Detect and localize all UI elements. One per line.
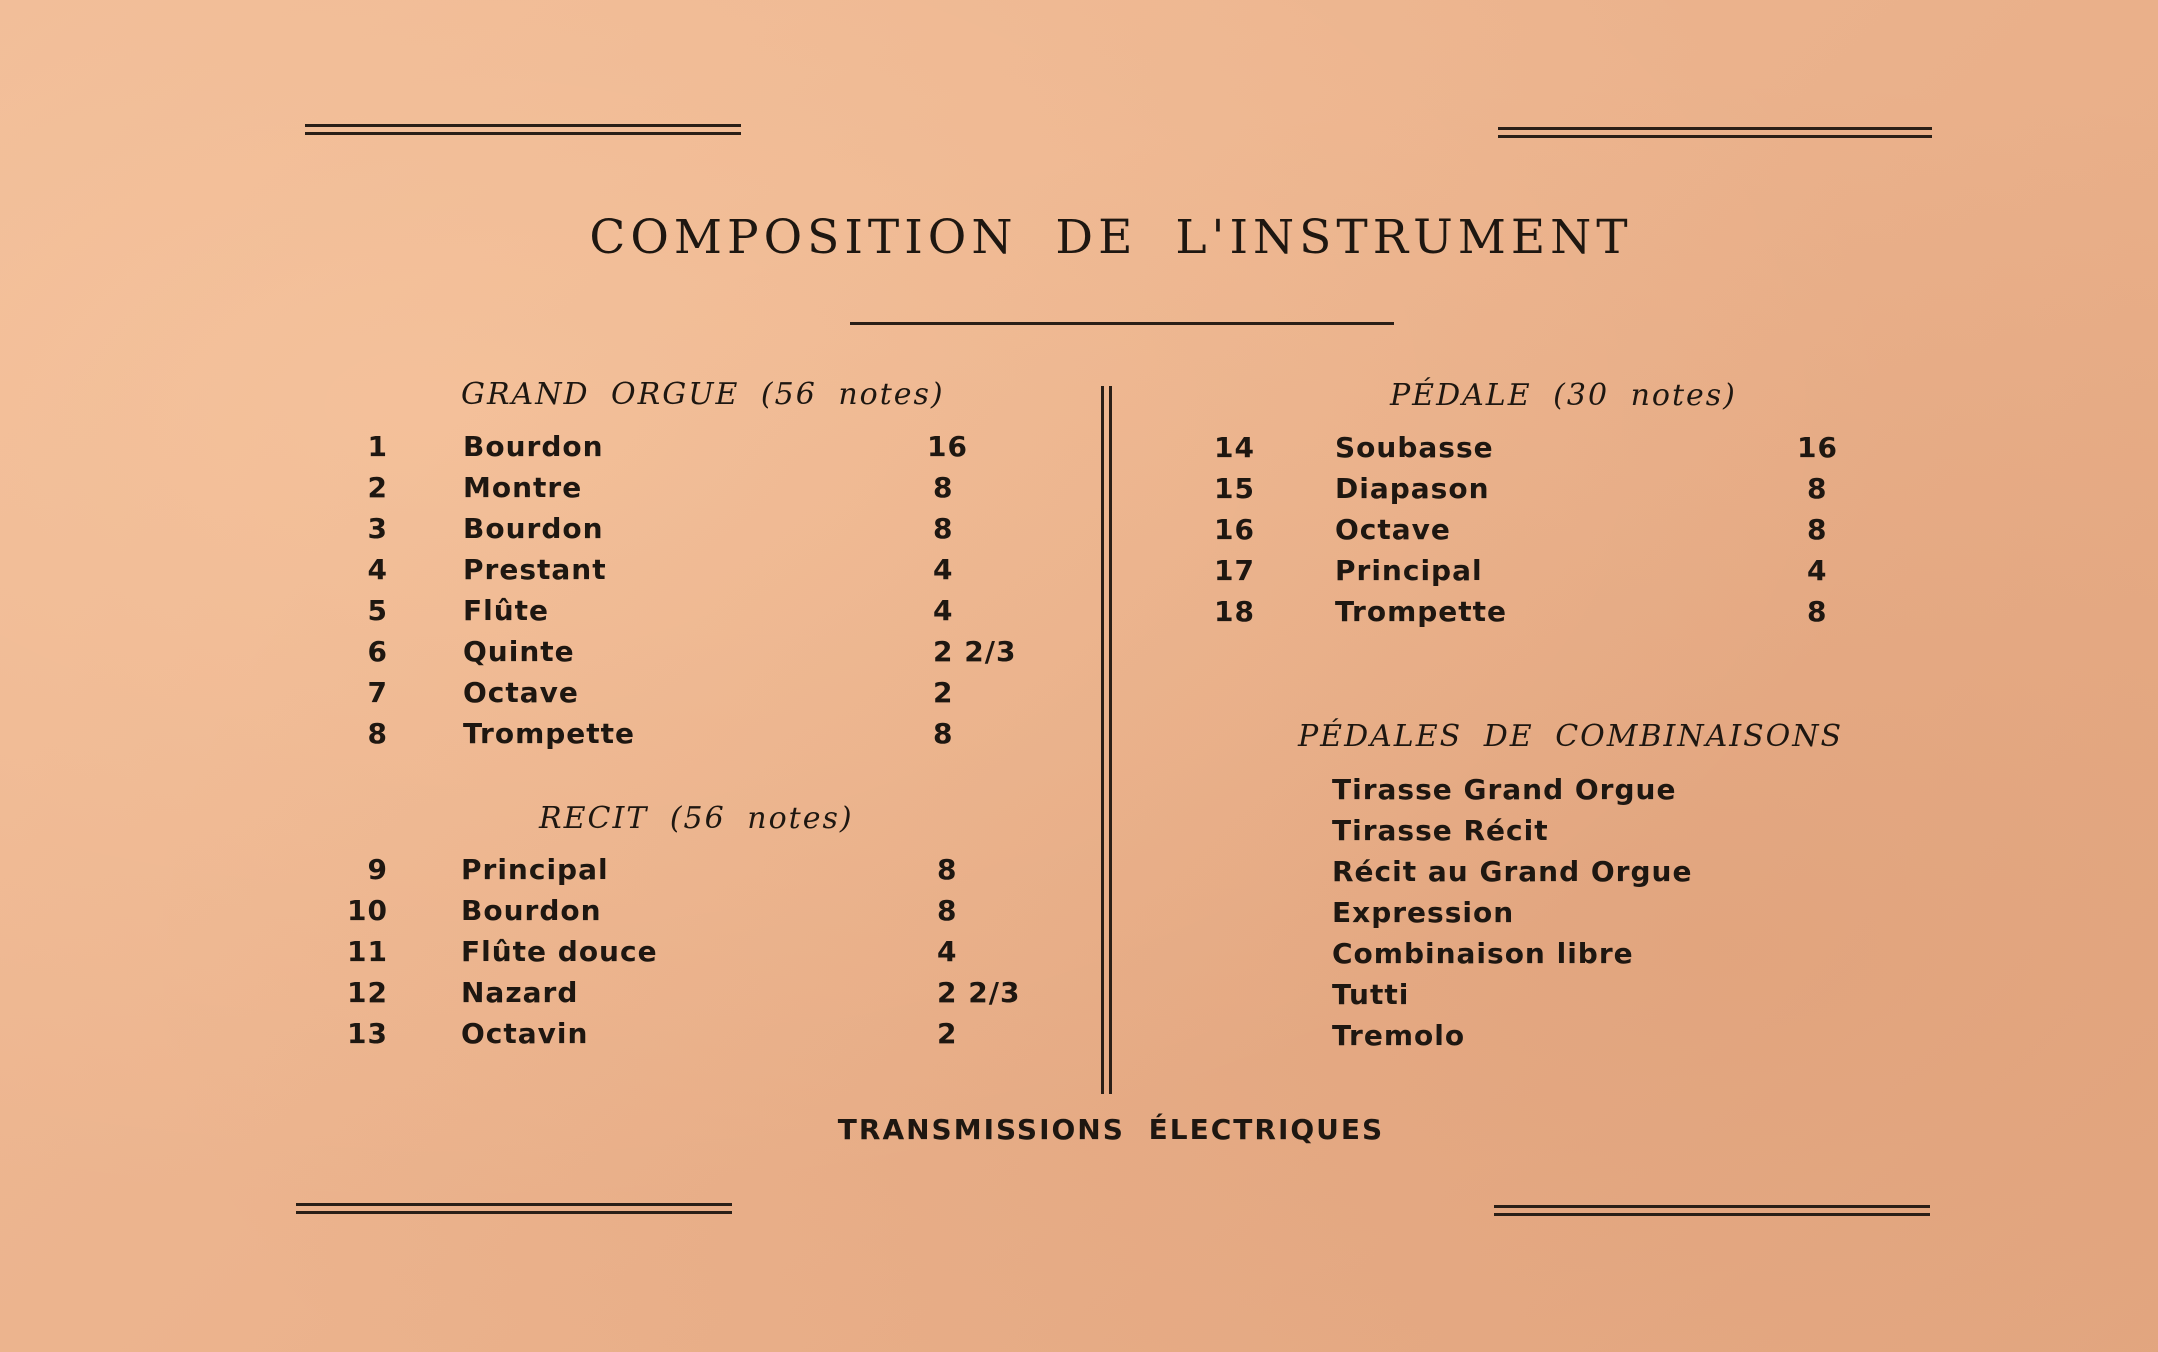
- pedale-stop-list: [1205, 431, 1845, 636]
- stop-pitch: 16: [1797, 431, 1838, 464]
- stop-number: 8: [367, 717, 388, 750]
- stop-pitch: 16: [927, 430, 968, 463]
- stop-row: [1205, 472, 1845, 513]
- pedales-combinaisons-heading: PÉDALES DE COMBINAISONS: [1298, 719, 1844, 754]
- stop-name: Octave: [463, 676, 579, 709]
- stop-name: Soubasse: [1335, 431, 1494, 464]
- combination-item: Tremolo: [1332, 1019, 1466, 1052]
- stop-row: [338, 471, 1038, 512]
- stop-name: Quinte: [463, 635, 575, 668]
- combination-item: Tirasse Récit: [1332, 814, 1549, 847]
- stop-name: Flûte: [463, 594, 550, 627]
- stop-number: 17: [1214, 554, 1255, 587]
- stop-pitch: 2: [933, 676, 954, 709]
- stop-pitch: 8: [1807, 513, 1828, 546]
- stop-number: 18: [1214, 595, 1255, 628]
- combination-item: Combinaison libre: [1332, 937, 1634, 970]
- stop-pitch: 8: [937, 853, 958, 886]
- grand-orgue-heading: GRAND ORGUE (56 notes): [461, 377, 945, 412]
- combination-item: Tirasse Grand Orgue: [1332, 773, 1677, 806]
- pedales-combinaisons-list: [1332, 773, 1892, 1060]
- stop-row: [338, 1017, 1038, 1058]
- stop-row: [338, 717, 1038, 758]
- stop-name: Bourdon: [461, 894, 602, 927]
- footer-transmissions: TRANSMISSIONS ÉLECTRIQUES: [837, 1113, 1385, 1146]
- stop-pitch: 4: [933, 553, 954, 586]
- stop-pitch: 4: [937, 935, 958, 968]
- stop-pitch: 2: [937, 1017, 958, 1050]
- stop-row: [338, 894, 1038, 935]
- stop-name: Flûte douce: [461, 935, 658, 968]
- stop-name: Principal: [461, 853, 609, 886]
- stop-number: 9: [367, 853, 388, 886]
- stop-pitch: 8: [1807, 595, 1828, 628]
- stop-pitch: 8: [937, 894, 958, 927]
- stop-row: [338, 430, 1038, 471]
- stop-row: [338, 676, 1038, 717]
- stop-name: Diapason: [1335, 472, 1490, 505]
- bottom-left-double-rule: [296, 1203, 732, 1214]
- stop-number: 11: [347, 935, 388, 968]
- stop-pitch: 4: [1807, 554, 1828, 587]
- stop-number: 7: [367, 676, 388, 709]
- document-title: COMPOSITION DE L'INSTRUMENT: [589, 210, 1633, 265]
- stop-row: [338, 594, 1038, 635]
- grand-orgue-stop-list: [338, 430, 1038, 758]
- stop-pitch: 8: [933, 717, 954, 750]
- stop-number: 12: [347, 976, 388, 1009]
- stop-row: [338, 553, 1038, 594]
- stop-number: 10: [347, 894, 388, 927]
- stop-pitch: 2 2/3: [937, 976, 1021, 1009]
- title-underline: [850, 322, 1394, 325]
- stop-number: 14: [1214, 431, 1255, 464]
- combination-item: Récit au Grand Orgue: [1332, 855, 1693, 888]
- stop-number: 13: [347, 1017, 388, 1050]
- stop-row: [338, 976, 1038, 1017]
- stop-pitch: 2 2/3: [933, 635, 1017, 668]
- stop-number: 6: [367, 635, 388, 668]
- stop-name: Montre: [463, 471, 583, 504]
- stop-row: [1205, 513, 1845, 554]
- combination-item: Tutti: [1332, 978, 1410, 1011]
- top-right-double-rule: [1498, 127, 1932, 138]
- recit-stop-list: [338, 853, 1038, 1058]
- stop-row: [338, 635, 1038, 676]
- stop-number: 3: [367, 512, 388, 545]
- stop-row: [1205, 554, 1845, 595]
- stop-name: Octave: [1335, 513, 1451, 546]
- stop-number: 5: [367, 594, 388, 627]
- stop-name: Nazard: [461, 976, 579, 1009]
- stop-row: [338, 853, 1038, 894]
- top-left-double-rule: [305, 124, 741, 135]
- stop-name: Octavin: [461, 1017, 589, 1050]
- stop-pitch: 8: [1807, 472, 1828, 505]
- center-column-divider: [1101, 386, 1112, 1094]
- stop-row: [1205, 431, 1845, 472]
- stop-name: Bourdon: [463, 430, 604, 463]
- stop-row: [338, 935, 1038, 976]
- stop-name: Principal: [1335, 554, 1483, 587]
- stop-pitch: 4: [933, 594, 954, 627]
- stop-number: 16: [1214, 513, 1255, 546]
- recit-heading: RECIT (56 notes): [539, 801, 854, 836]
- stop-name: Prestant: [463, 553, 607, 586]
- stop-row: [1205, 595, 1845, 636]
- stop-number: 1: [367, 430, 388, 463]
- stop-name: Trompette: [463, 717, 636, 750]
- stop-number: 4: [367, 553, 388, 586]
- stop-number: 2: [367, 471, 388, 504]
- stop-name: Bourdon: [463, 512, 604, 545]
- bottom-right-double-rule: [1494, 1205, 1930, 1216]
- stop-pitch: 8: [933, 512, 954, 545]
- pedale-heading: PÉDALE (30 notes): [1390, 378, 1737, 413]
- stop-number: 15: [1214, 472, 1255, 505]
- stop-name: Trompette: [1335, 595, 1508, 628]
- stop-pitch: 8: [933, 471, 954, 504]
- combination-item: Expression: [1332, 896, 1515, 929]
- stop-row: [338, 512, 1038, 553]
